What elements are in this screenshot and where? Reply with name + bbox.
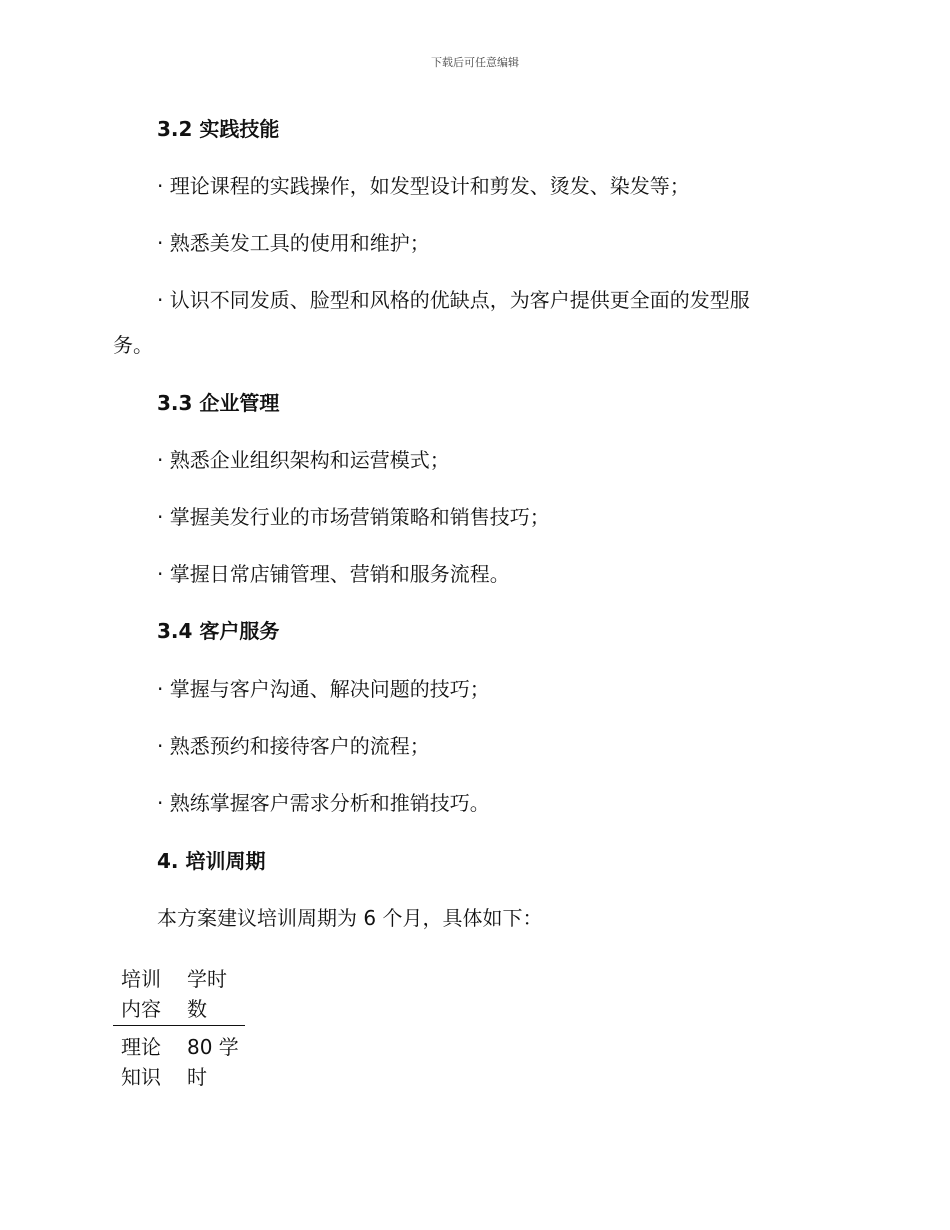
table-cell: 理论知识 — [121, 1035, 161, 1089]
page-header-note: 下载后可任意编辑 — [431, 56, 519, 69]
bullet-item: · 认识不同发质、脸型和风格的优缺点，为客户提供更全面的发型服 — [157, 288, 750, 312]
bullet-item: · 掌握与客户沟通、解决问题的技巧； — [157, 677, 490, 701]
bullet-item: · 熟悉企业组织架构和运营模式； — [157, 448, 450, 472]
bullet-item: · 熟悉预约和接待客户的流程； — [157, 734, 430, 758]
bullet-item: · 理论课程的实践操作，如发型设计和剪发、烫发、染发等； — [157, 174, 690, 198]
training-hours-table — [113, 964, 245, 1092]
table-cell: 80 学时 — [187, 1035, 239, 1089]
bullet-item: · 掌握美发行业的市场营销策略和销售技巧； — [157, 505, 550, 529]
bullet-item-continuation: 务。 — [113, 333, 153, 357]
section-heading-business-management: 3.3 企业管理 — [157, 391, 280, 415]
section-heading-customer-service: 3.4 客户服务 — [157, 619, 280, 643]
section-heading-practical-skills: 3.2 实践技能 — [157, 117, 280, 141]
table-header-row — [113, 964, 245, 1026]
section-heading-training-period: 4. 培训周期 — [157, 849, 266, 873]
table-header-cell: 培训内容 — [113, 964, 179, 1026]
bullet-item: · 熟悉美发工具的使用和维护； — [157, 231, 430, 255]
table-row — [113, 1026, 245, 1093]
training-period-intro: 本方案建议培训周期为 6 个月，具体如下： — [157, 906, 543, 930]
table-header-cell: 学时数 — [179, 964, 245, 1026]
bullet-item: · 掌握日常店铺管理、营销和服务流程。 — [157, 562, 510, 586]
bullet-item: · 熟练掌握客户需求分析和推销技巧。 — [157, 791, 490, 815]
